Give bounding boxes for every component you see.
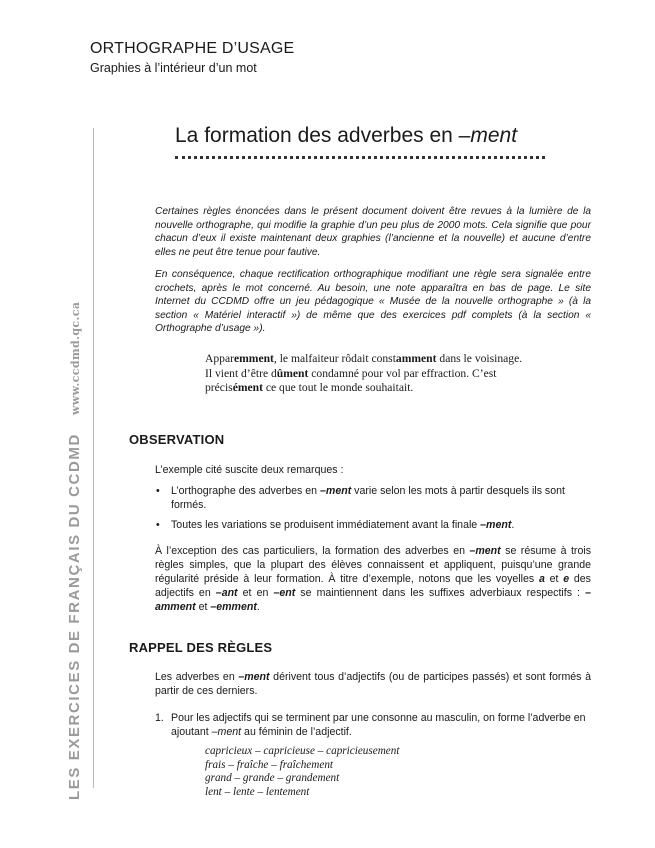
example-highlight: amment bbox=[395, 352, 437, 365]
title-emphasis: ment bbox=[470, 124, 518, 147]
header-title: ORTHOGRAPHE D’USAGE bbox=[90, 40, 295, 57]
example-text: condamné pour vol par effraction. C’est précis bbox=[205, 366, 497, 394]
vowel-emphasis: e bbox=[563, 573, 570, 585]
list-item-text: L’orthographe des adverbes en bbox=[171, 485, 321, 497]
example-highlight: ément bbox=[232, 381, 263, 394]
rules-heading: RAPPEL DES RÈGLES bbox=[129, 640, 273, 655]
suffix-emphasis: –emment bbox=[210, 601, 257, 613]
example-highlight: emment bbox=[233, 352, 274, 365]
paragraph-text: et bbox=[544, 573, 564, 585]
example-text: , le malfaiteur rôdait const bbox=[273, 352, 396, 365]
paragraph-text: et bbox=[195, 601, 211, 613]
rules-intro bbox=[155, 670, 591, 698]
paragraph-text: dérivent tous d’adjectifs (ou de participes passés) et sont formés à partir de ces derniers. bbox=[155, 671, 591, 697]
paragraph-text: des adjectifs en bbox=[155, 573, 591, 599]
suffix-emphasis: –ment bbox=[320, 485, 352, 497]
intro-paragraph-2: En conséquence, chaque rectification orthographique modifiant une règle sera signalée entre crochets, après le mot concerné. Au besoin, une note apparaîtra en bas de page. Le site Internet du CCDMD offre un jeu pédagogique « Musée de la nouvelle orthographe » (à la section « Matériel interactif ») de même que des exercices pdf complets (à la section « Orthographe d’usage »). bbox=[155, 269, 591, 335]
vowel-emphasis: a bbox=[538, 573, 545, 585]
suffix-emphasis: –ent bbox=[273, 587, 296, 599]
paragraph-text: . bbox=[256, 601, 260, 613]
suffix-emphasis: –ant bbox=[215, 587, 238, 599]
series-name: LES EXERCICES DE FRANÇAIS DU CCDMD bbox=[66, 433, 83, 800]
header-subtitle: Graphies à l’intérieur d’un mot bbox=[90, 61, 257, 75]
rule-text-part: au féminin de l’adjectif. bbox=[241, 726, 352, 738]
example-line: lent – lente – lentement bbox=[205, 785, 310, 798]
example-text: ce que tout le monde souhaitait. bbox=[262, 381, 414, 394]
page-title bbox=[175, 124, 517, 148]
rule-text bbox=[155, 711, 591, 739]
sidebar-vertical-text bbox=[66, 301, 92, 800]
site-url: www.ccdmd.qc.ca bbox=[69, 301, 82, 416]
example-line: frais – fraîche – fraîchement bbox=[205, 758, 334, 771]
rule-1-examples bbox=[205, 745, 399, 799]
list-item-text: varie selon les mots à partir desquels ils sont formés. bbox=[171, 485, 565, 511]
rule-number: 1. bbox=[155, 712, 164, 724]
example-text: Appar bbox=[205, 352, 234, 365]
rule-1 bbox=[155, 711, 591, 739]
title-prefix: La formation des adverbes en – bbox=[175, 124, 471, 147]
suffix-emphasis: –ment bbox=[480, 519, 512, 531]
observation-intro: L’exemple cité suscite deux remarques : bbox=[155, 464, 344, 476]
example-highlight: ûment bbox=[276, 366, 309, 380]
paragraph-text: Les adverbes en bbox=[155, 671, 239, 683]
rule-text-part: Pour les adjectifs qui se terminent par une consonne au masculin, on forme l’adverbe en ajoutant bbox=[171, 712, 586, 738]
list-item-text: . bbox=[511, 519, 515, 531]
sidebar-rule bbox=[93, 128, 94, 788]
intro-paragraph-1: Certaines règles énoncées dans le présent document doivent être revues à la lumière de la nouvelle orthographe, qui modifie la graphie d’un peu plus de 2000 mots. Cela signifie que pour chacun d’eux il existe maintenant deux graphies (l’ancienne et la nouvelle) et aucune d’entre elles ne peut être tenue pour fautive. bbox=[155, 206, 591, 258]
example-text: dans le voisinage. Il vient d’être d bbox=[205, 352, 523, 380]
paragraph-text: se maintiennent dans les suffixes adverbiaux respectifs : bbox=[295, 587, 586, 599]
observation-paragraph bbox=[155, 544, 591, 614]
suffix-emphasis: –ment bbox=[238, 671, 270, 683]
title-dotted-rule bbox=[175, 156, 545, 159]
suffix-emphasis: –ment bbox=[211, 726, 242, 738]
observation-list bbox=[155, 484, 591, 538]
paragraph-text: se résume à trois règles simples, que la plupart des élèves connaissent et appliquent, puisqu’une grande régularité préside à leur formation. À titre d’exemple, notons que les voyelles bbox=[155, 545, 591, 585]
list-item bbox=[155, 518, 591, 532]
suffix-emphasis: –amment bbox=[155, 587, 591, 613]
example-line: capricieux – capricieuse – capricieusement bbox=[205, 745, 400, 757]
example-line: grand – grande – grandement bbox=[205, 772, 340, 785]
paragraph-text: À l’exception des cas particuliers, la formation des adverbes en bbox=[155, 545, 470, 557]
paragraph-text: et en bbox=[237, 587, 274, 599]
list-item-text: Toutes les variations se produisent immédiatement avant la finale bbox=[171, 519, 481, 531]
list-item bbox=[155, 484, 591, 512]
observation-heading: OBSERVATION bbox=[129, 432, 225, 447]
suffix-emphasis: –ment bbox=[469, 545, 501, 557]
example-sentence bbox=[205, 352, 525, 396]
